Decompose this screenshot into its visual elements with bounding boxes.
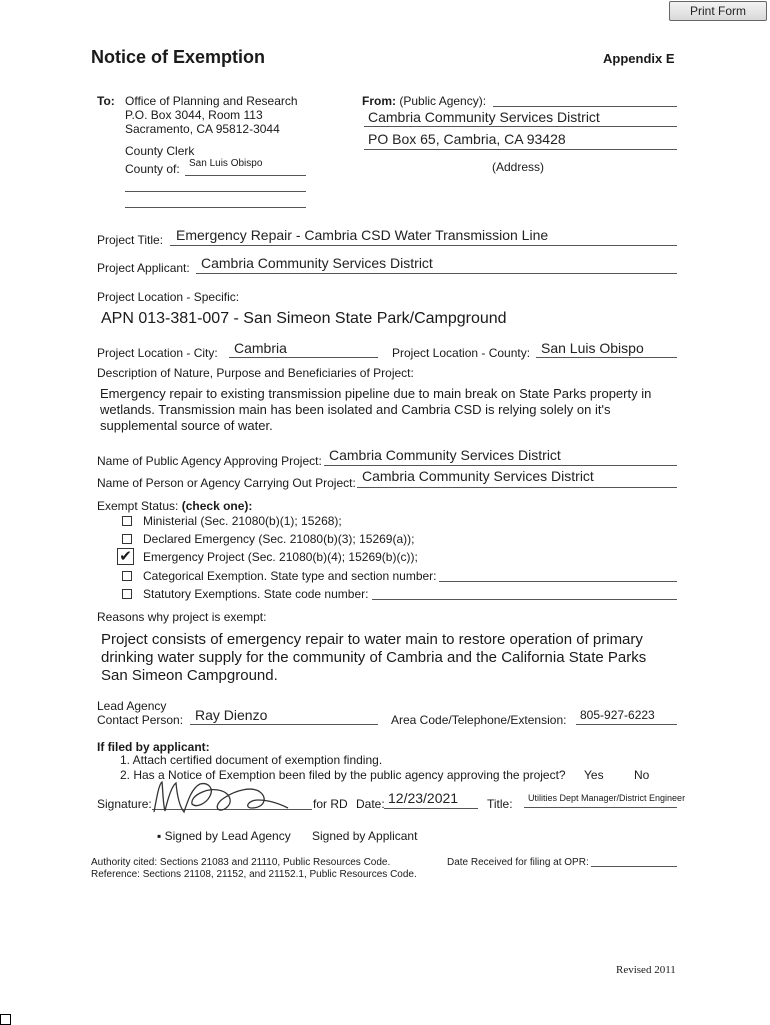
to-label: To: bbox=[97, 94, 115, 108]
filed-by-applicant-heading: If filed by applicant: bbox=[97, 740, 210, 754]
location-specific-field[interactable]: APN 013-381-007 - San Simeon State Park/Campground bbox=[101, 310, 507, 327]
county-of-label: County of: bbox=[125, 162, 180, 176]
county-blank-line-1 bbox=[125, 191, 306, 192]
project-applicant-field[interactable]: Cambria Community Services District bbox=[201, 255, 433, 271]
to-line-1: Office of Planning and Research bbox=[125, 94, 298, 108]
approving-agency-underline bbox=[324, 465, 677, 466]
page-title: Notice of Exemption bbox=[91, 47, 266, 67]
signed-by-applicant[interactable]: Signed by Applicant bbox=[312, 829, 418, 843]
from-label-suffix: (Public Agency): bbox=[399, 94, 487, 108]
county-clerk-label: County Clerk bbox=[125, 144, 195, 158]
date-field[interactable]: 12/23/2021 bbox=[388, 790, 459, 806]
reasons-line-2[interactable]: drinking water supply for the community of Cambria and the California State Parks bbox=[101, 649, 647, 666]
location-county-label: Project Location - County: bbox=[392, 346, 531, 360]
description-line-3[interactable]: supplemental source of water. bbox=[100, 418, 273, 433]
lead-agency-label: Lead Agency bbox=[97, 699, 167, 713]
location-city-label: Project Location - City: bbox=[97, 346, 218, 360]
from-label: From: bbox=[362, 94, 396, 108]
revised-label: Revised 2011 bbox=[616, 964, 676, 976]
project-title-field[interactable]: Emergency Repair - Cambria CSD Water Transmission Line bbox=[176, 227, 549, 243]
phone-field[interactable]: 805-927-6223 bbox=[580, 708, 655, 722]
appendix-label: Appendix E bbox=[603, 51, 675, 66]
opr-date-label: Date Received for filing at OPR: bbox=[447, 857, 589, 868]
applicant-item-1: 1. Attach certified document of exemption finding. bbox=[120, 753, 383, 767]
filed-no-option[interactable]: No bbox=[634, 768, 650, 782]
location-county-underline bbox=[536, 357, 677, 358]
address-caption: (Address) bbox=[492, 160, 545, 174]
contact-person-label: Contact Person: bbox=[97, 713, 184, 727]
corner-box bbox=[0, 1014, 11, 1025]
reasons-label: Reasons why project is exempt: bbox=[97, 610, 267, 624]
reasons-line-3[interactable]: San Simeon Campground. bbox=[101, 667, 278, 684]
signature-label: Signature: bbox=[97, 797, 152, 811]
date-underline bbox=[384, 808, 478, 809]
description-line-2[interactable]: wetlands. Transmission main has been isolated and Cambria CSD is relying solely on it's bbox=[100, 402, 611, 417]
carrying-out-label: Name of Person or Agency Carrying Out Project: bbox=[97, 476, 356, 490]
date-label: Date: bbox=[356, 797, 385, 811]
project-applicant-underline bbox=[196, 273, 677, 274]
categorical-exemption-label: Categorical Exemption. State type and section number: bbox=[143, 569, 437, 583]
filed-yes-option[interactable]: Yes bbox=[584, 768, 604, 782]
location-city-field[interactable]: Cambria bbox=[234, 340, 287, 356]
for-rd-text: for RD bbox=[313, 797, 348, 811]
description-line-1[interactable]: Emergency repair to existing transmission pipeline due to main break on State Parks property in bbox=[100, 386, 652, 401]
project-title-underline bbox=[170, 245, 677, 246]
from-label-underline bbox=[493, 106, 677, 107]
location-city-underline bbox=[229, 357, 378, 358]
exempt-status-label: Exempt Status: bbox=[97, 499, 179, 513]
county-of-underline bbox=[185, 175, 306, 176]
title-underline bbox=[524, 807, 677, 808]
from-agency-underline bbox=[364, 126, 677, 127]
title-field[interactable]: Utilities Dept Manager/District Engineer bbox=[528, 793, 686, 803]
project-applicant-label: Project Applicant: bbox=[97, 261, 190, 275]
check-mark-icon: ✔ bbox=[119, 548, 132, 565]
opr-date-underline[interactable] bbox=[591, 866, 677, 867]
contact-person-underline bbox=[190, 724, 378, 725]
from-address-field[interactable]: PO Box 65, Cambria, CA 93428 bbox=[368, 131, 566, 147]
county-blank-line-2 bbox=[125, 207, 306, 208]
phone-underline bbox=[576, 724, 677, 725]
reasons-line-1[interactable]: Project consists of emergency repair to water main to restore operation of primary bbox=[101, 631, 643, 648]
signature-scribble bbox=[148, 778, 308, 818]
print-form-button[interactable]: Print Form bbox=[669, 1, 767, 21]
carrying-out-field[interactable]: Cambria Community Services District bbox=[362, 468, 594, 484]
approving-agency-label: Name of Public Agency Approving Project: bbox=[97, 454, 322, 468]
title-label: Title: bbox=[487, 797, 513, 811]
description-label: Description of Nature, Purpose and Beneficiaries of Project: bbox=[97, 366, 414, 380]
location-county-field[interactable]: San Luis Obispo bbox=[541, 340, 644, 356]
contact-person-field[interactable]: Ray Dienzo bbox=[195, 707, 268, 723]
emergency-project-checkbox[interactable] bbox=[117, 548, 134, 565]
county-of-field[interactable]: San Luis Obispo bbox=[189, 158, 263, 169]
exempt-check-one: (check one): bbox=[181, 499, 253, 513]
emergency-project-label: Emergency Project (Sec. 21080(b)(4); 15269(b)(c)); bbox=[143, 550, 418, 564]
statutory-exemption-label: Statutory Exemptions. State code number: bbox=[143, 587, 369, 601]
reference-cited: Reference: Sections 21108, 21152, and 21152.1, Public Resources Code. bbox=[91, 869, 417, 880]
applicant-item-2: 2. Has a Notice of Exemption been filed by the public agency approving the project? bbox=[120, 768, 566, 782]
declared-emergency-label: Declared Emergency (Sec. 21080(b)(3); 15269(a)); bbox=[143, 532, 415, 546]
signed-by-lead-agency: Signed by Lead Agency bbox=[164, 829, 291, 843]
statutory-exemption-underline[interactable] bbox=[372, 599, 677, 600]
lead-agency-bullet[interactable]: ▪ bbox=[157, 829, 162, 843]
declared-emergency-checkbox[interactable] bbox=[122, 534, 132, 544]
ministerial-label: Ministerial (Sec. 21080(b)(1); 15268); bbox=[143, 514, 342, 528]
to-line-2: P.O. Box 3044, Room 113 bbox=[125, 108, 263, 122]
project-title-label: Project Title: bbox=[97, 233, 164, 247]
from-address-underline bbox=[364, 149, 677, 150]
to-line-3: Sacramento, CA 95812-3044 bbox=[125, 122, 280, 136]
approving-agency-field[interactable]: Cambria Community Services District bbox=[329, 447, 561, 463]
from-agency-field[interactable]: Cambria Community Services District bbox=[368, 109, 600, 125]
categorical-exemption-checkbox[interactable] bbox=[122, 571, 132, 581]
statutory-exemption-checkbox[interactable] bbox=[122, 589, 132, 599]
authority-cited: Authority cited: Sections 21083 and 21110, Public Resources Code. bbox=[91, 857, 391, 868]
phone-label: Area Code/Telephone/Extension: bbox=[391, 713, 567, 727]
categorical-exemption-underline[interactable] bbox=[439, 581, 677, 582]
carrying-out-underline bbox=[357, 487, 677, 488]
location-specific-label: Project Location - Specific: bbox=[97, 290, 240, 304]
ministerial-checkbox[interactable] bbox=[122, 516, 132, 526]
